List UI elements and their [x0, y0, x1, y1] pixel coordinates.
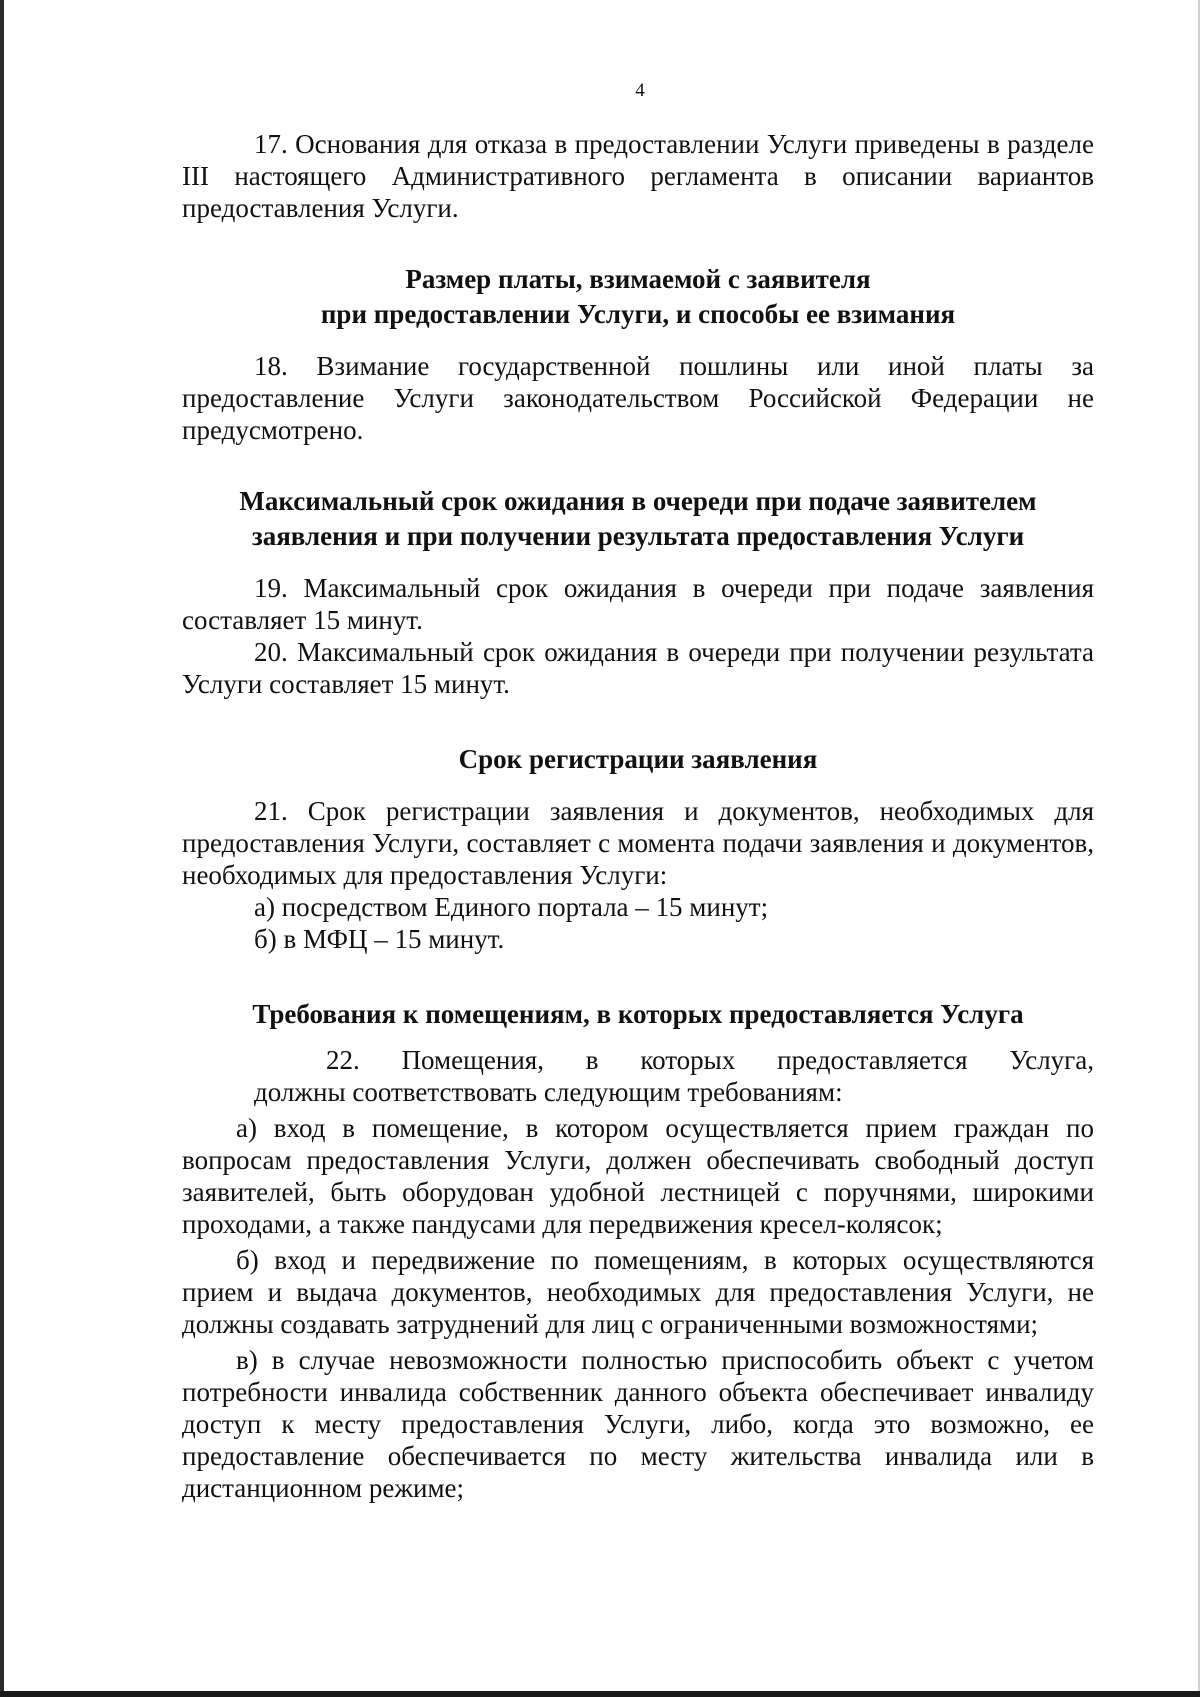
heading-fee-line2: при предоставлении Услуги, и способы ее взимания	[320, 299, 956, 329]
list-item-22c: в) в случае невозможности полностью приспособить объект с учетом потребности инвалида собственник данного объекта обеспечивает инвалиду доступ к месту предоставления Услуги, либо, когда это возможно, ее предоставление обеспечивается по месту жительства инвалида или в дистанционном режиме;	[182, 1345, 1094, 1503]
scan-edge-bottom	[0, 1691, 1200, 1697]
paragraph-19: 19. Максимальный срок ожидания в очереди при подаче заявления составляет 15 минут.	[182, 573, 1094, 635]
paragraph-22-word: Услуга,	[1009, 1045, 1094, 1075]
paragraph-18: 18. Взимание государственной пошлины или иной платы за предоставление Услуги законодательством Российской Федерации не предусмотрено.	[182, 351, 1094, 445]
heading-fee-line1: Размер платы, взимаемой с заявителя	[405, 264, 871, 294]
list-item-21b: б) в МФЦ – 15 минут.	[254, 924, 505, 954]
paragraph-22-line2: должны соответствовать следующим требованиям:	[254, 1077, 843, 1107]
document-body	[182, 128, 1094, 1504]
paragraph-17: 17. Основания для отказа в предоставлении Услуги приведены в разделе III настоящего Административного регламента в описании вариантов предоставления Услуги.	[182, 129, 1094, 223]
heading-queue-line2: заявления и при получении результата предоставления Услуги	[251, 521, 1025, 551]
paragraph-22-word: предоставляется	[777, 1045, 968, 1075]
heading-registration: Срок регистрации заявления	[458, 744, 818, 774]
heading-queue-line1: Максимальный срок ожидания в очереди при подаче заявителем	[239, 486, 1037, 516]
list-item-22a: а) вход в помещение, в котором осуществляется прием граждан по вопросам предоставления Услуги, должен обеспечивать свободный доступ заявителей, быть оборудован удобной лестницей с поручнями, широкими проходами, а также пандусами для передвижения кресел-колясок;	[182, 1113, 1094, 1239]
paragraph-22-number: 22.	[326, 1045, 360, 1075]
list-item-21a: а) посредством Единого портала – 15 минут;	[254, 892, 769, 922]
paragraph-22-word: в	[585, 1045, 599, 1075]
paragraph-22-word: Помещения,	[401, 1045, 544, 1075]
heading-premises: Требования к помещениям, в которых предоставляется Услуга	[252, 999, 1024, 1029]
scan-edge-left	[0, 0, 4, 1697]
paragraph-22-word: которых	[640, 1045, 736, 1075]
paragraph-20: 20. Максимальный срок ожидания в очереди при получении результата Услуги составляет 15 минут.	[182, 637, 1094, 699]
paragraph-22-line1	[182, 1044, 1094, 1076]
paragraph-21: 21. Срок регистрации заявления и документов, необходимых для предоставления Услуги, составляет с момента подачи заявления и документов, необходимых для предоставления Услуги:	[182, 796, 1094, 890]
page-number: 4	[635, 80, 645, 101]
list-item-22b: б) вход и передвижение по помещениям, в которых осуществляются прием и выдача документов, необходимых для предоставления Услуги, не должны создавать затруднений для лиц с ограниченными возможностями;	[182, 1245, 1094, 1339]
